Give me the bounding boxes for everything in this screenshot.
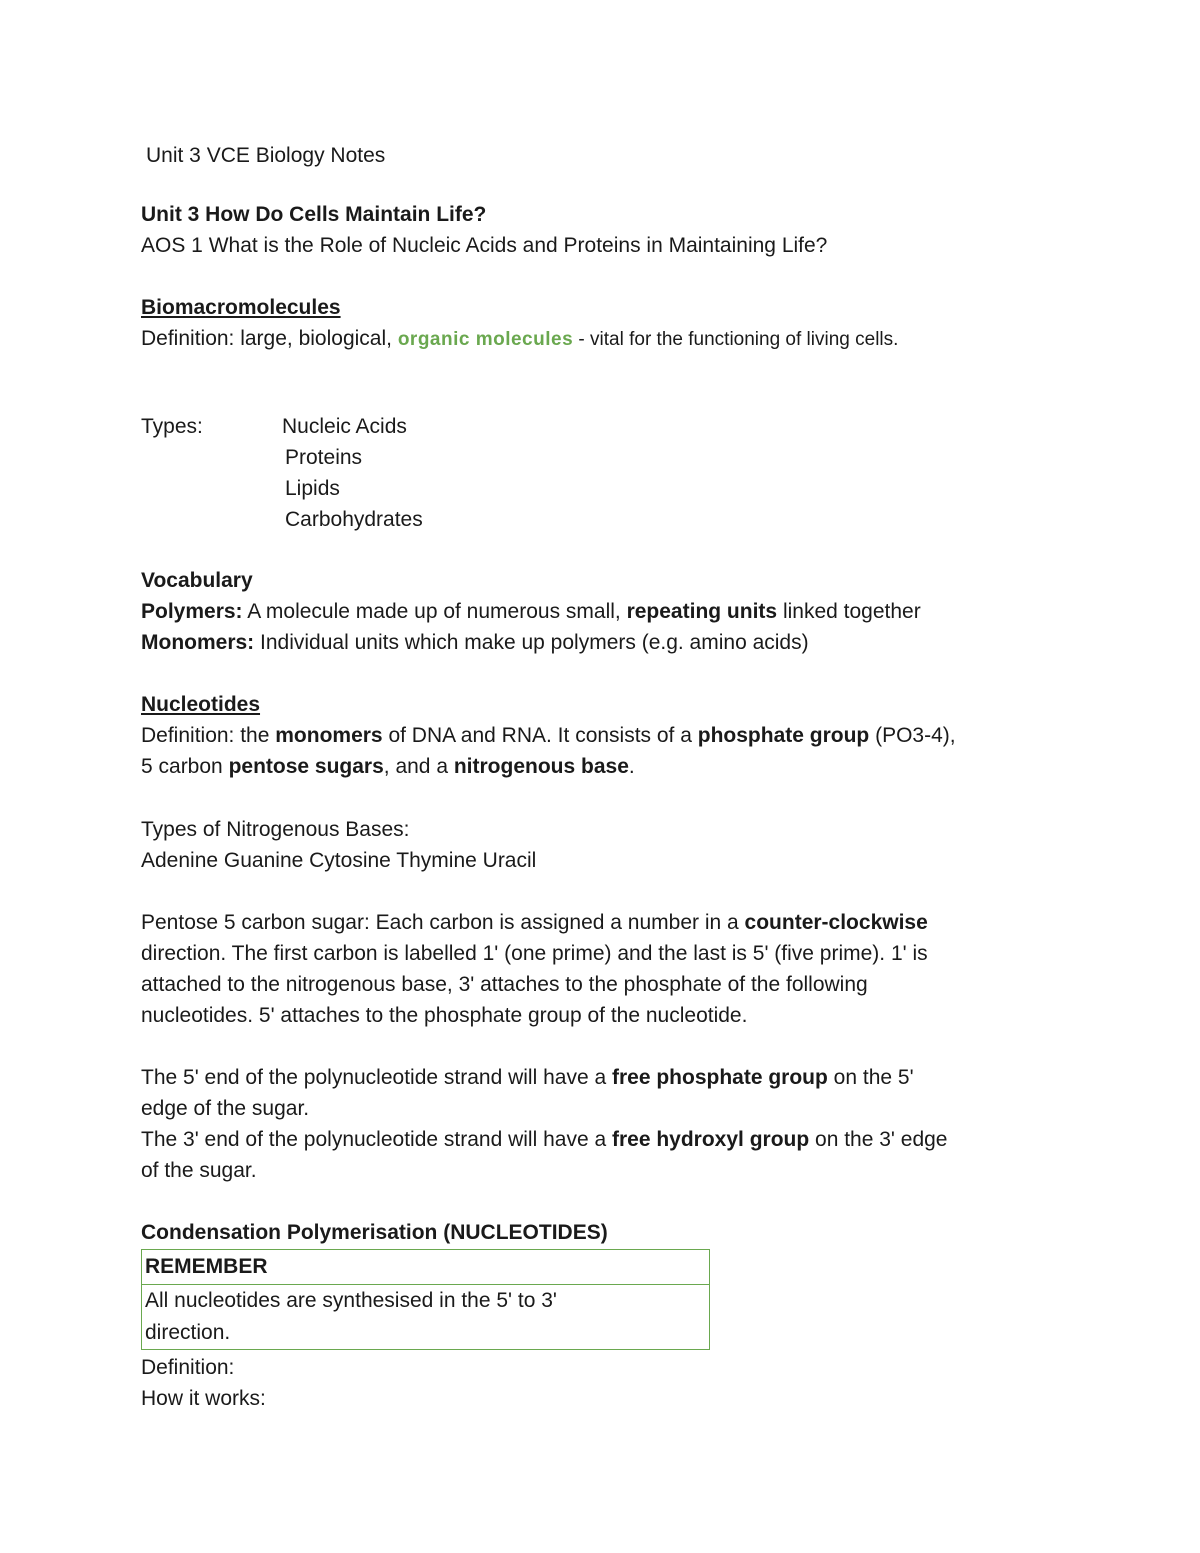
monomers-term: Monomers: — [141, 631, 255, 654]
remember-line-2: direction. — [145, 1321, 231, 1344]
remember-line-1: All nucleotides are synthesised in the 5' to 3' — [145, 1289, 557, 1312]
free-phosphate-bold: free phosphate group — [611, 1066, 828, 1089]
monomers-bold: monomers — [275, 724, 383, 747]
nitrogenous-base-bold: nitrogenous base — [453, 755, 629, 778]
text: . — [628, 755, 635, 778]
text: (PO3-4), — [869, 724, 956, 747]
text: The 3' end of the polynucleotide strand will have a — [141, 1128, 612, 1151]
type-item: Proteins — [285, 446, 363, 469]
counter-clockwise-bold: counter-clockwise — [744, 911, 928, 934]
types-list — [282, 411, 423, 535]
bases-list: Adenine Guanine Cytosine Thymine Uracil — [141, 849, 537, 872]
type-item: Nucleic Acids — [282, 415, 407, 438]
vocab-heading: Vocabulary — [141, 569, 253, 592]
polymers-line — [141, 596, 921, 627]
free-hydroxyl-bold: free hydroxyl group — [611, 1128, 810, 1151]
type-item: Carbohydrates — [285, 508, 423, 531]
remember-box — [141, 1249, 710, 1350]
polymers-text: A molecule made up of numerous small, — [242, 600, 627, 623]
three-prime-line-1 — [141, 1124, 947, 1155]
pentose-line-2: direction. The first carbon is labelled 1' (one prime) and the last is 5' (five prime). 1' is — [141, 942, 928, 965]
unit-heading: Unit 3 How Do Cells Maintain Life? — [141, 203, 487, 226]
def-suffix: - vital for the functioning of living cells. — [573, 329, 899, 350]
pentose-sugars-bold: pentose sugars — [228, 755, 384, 778]
doc-title: Unit 3 VCE Biology Notes — [146, 144, 386, 167]
biomacro-heading: Biomacromolecules — [141, 296, 341, 319]
type-item: Lipids — [285, 477, 340, 500]
five-prime-line-2: edge of the sugar. — [141, 1097, 310, 1120]
how-it-works-label: How it works: — [141, 1387, 266, 1410]
condensation-heading: Condensation Polymerisation (NUCLEOTIDES) — [141, 1221, 608, 1244]
text: Definition: the — [141, 724, 276, 747]
monomers-line — [141, 627, 809, 658]
definition-label: Definition: — [141, 1356, 235, 1379]
pentose-line-1 — [141, 907, 928, 938]
text: The 5' end of the polynucleotide strand will have a — [141, 1066, 612, 1089]
repeating-units: repeating units — [626, 600, 778, 623]
remember-body — [142, 1285, 709, 1349]
nucleotide-definition-line-2 — [141, 751, 635, 782]
three-prime-line-2: of the sugar. — [141, 1159, 257, 1182]
pentose-line-4: nucleotides. 5' attaches to the phosphate group of the nucleotide. — [141, 1004, 748, 1027]
nucleotide-definition-line-1 — [141, 720, 956, 751]
text: 5 carbon — [141, 755, 229, 778]
text: on the 5' — [827, 1066, 914, 1089]
polymers-text-end: linked together — [777, 600, 921, 623]
nucleotides-heading: Nucleotides — [141, 693, 261, 716]
text: on the 3' edge — [809, 1128, 948, 1151]
polymers-term: Polymers: — [141, 600, 243, 623]
types-label: Types: — [141, 415, 203, 438]
phosphate-group-bold: phosphate group — [697, 724, 870, 747]
text: , and a — [383, 755, 454, 778]
biomacro-definition — [141, 323, 898, 355]
text: Pentose 5 carbon sugar: Each carbon is assigned a number in a — [141, 911, 745, 934]
def-prefix: Definition: large, biological, — [141, 327, 398, 350]
def-highlight: organic molecules — [397, 329, 574, 350]
pentose-line-3: attached to the nitrogenous base, 3' attaches to the phosphate of the following — [141, 973, 868, 996]
remember-title: REMEMBER — [142, 1250, 709, 1285]
aos-line: AOS 1 What is the Role of Nucleic Acids and Proteins in Maintaining Life? — [141, 234, 828, 257]
monomers-text: Individual units which make up polymers (e.g. amino acids) — [254, 631, 809, 654]
bases-label: Types of Nitrogenous Bases: — [141, 818, 410, 841]
text: of DNA and RNA. It consists of a — [382, 724, 698, 747]
five-prime-line-1 — [141, 1062, 914, 1093]
